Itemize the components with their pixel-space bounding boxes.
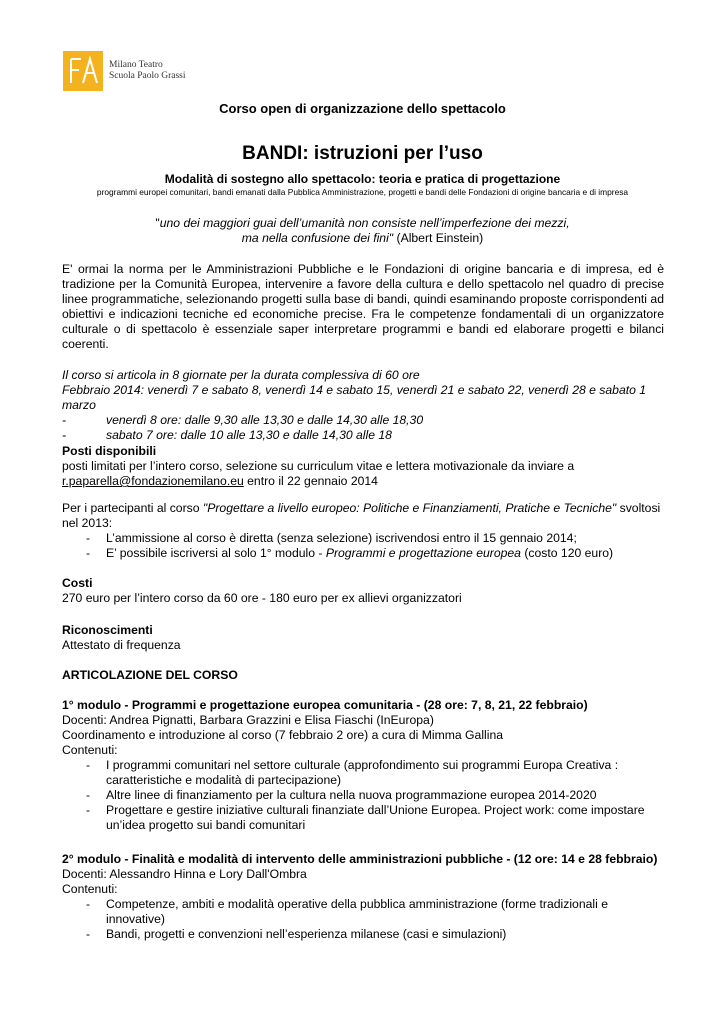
modulo-2-title: 2° modulo - Finalità e modalità di intervento delle amministrazioni pubbliche - (12 ore: 14 e 28 febbraio) xyxy=(62,852,658,866)
posti-deadline: entro il 22 gennaio 2014 xyxy=(243,474,378,488)
logo-mark xyxy=(63,51,103,91)
dash: - xyxy=(86,758,91,772)
list-item: - Progettare e gestire iniziative culturali finanziate dall’Unione Europea. Project work: come impostare un’idea progetto sui bandi comunitari xyxy=(86,803,645,832)
dash: - xyxy=(86,531,91,545)
list-item: - Altre linee di finanziamento per la cultura nella nuova programmazione europea 2014-2020 xyxy=(86,788,597,802)
quote xyxy=(60,216,665,246)
dash: - xyxy=(86,546,91,560)
modulo-1 xyxy=(62,698,664,833)
modulo-1-title: 1° modulo - Programmi e progettazione europea comunitaria - (28 ore: 7, 8, 21, 22 febbraio) xyxy=(62,698,588,712)
schedule-line-1: Il corso si articola in 8 giornate per la durata complessiva di 60 ore xyxy=(62,368,420,382)
list-item: - L’ammissione al corso è diretta (senza selezione) iscrivendosi entro il 15 gennaio 2014; xyxy=(86,531,577,545)
schedule xyxy=(62,368,664,443)
main-title: BANDI: istruzioni per l’uso xyxy=(242,143,483,164)
modulo-2-contenuti: Contenuti: xyxy=(62,882,118,896)
dash: - xyxy=(86,927,91,941)
posti-text: posti limitati per l’intero corso, selezione su curriculum vitae e lettera motivazionale da inviare a xyxy=(62,459,575,473)
logo-text xyxy=(109,60,186,82)
course-name: "Progettare a livello europeo: Politiche e Finanziamenti, Pratiche e Tecniche" xyxy=(202,501,617,515)
schedule-item-1: - venerdì 8 ore: dalle 9,30 alle 13,30 e dalle 14,30 alle 18,30 xyxy=(62,413,424,427)
riconoscimenti-text: Attestato di frequenza xyxy=(62,638,181,652)
course-title: Corso open di organizzazione dello spettacolo xyxy=(219,101,506,116)
modulo-2-docenti: Docenti: Alessandro Hinna e Lory Dall'Ombra xyxy=(62,867,307,881)
intro-paragraph: E' ormai la norma per le Amministrazioni Pubbliche e le Fondazioni di origine bancaria e di impresa, ed è tradizione per la Comunità Europea, intervenire a favore della cultura e dello spettacolo nel quadro di precise linee programmatiche, selezionando progetti sulla base di bandi, quindi esaminando proposte corrispondenti ad obiettivi e indicazioni tecniche ed economiche precise. Fra le competenze fondamentali di un organizzatore culturale o di spettacolo è essenziale saper interpretare programmi e bandi ed elaborare progetti e bilanci coerenti. xyxy=(62,262,664,351)
quote-line-2: ma nella confusione dei fini" xyxy=(241,231,394,245)
costi-section xyxy=(62,576,664,606)
list-item: - Bandi, progetti e convenzioni nell’esperienza milanese (casi e simulazioni) xyxy=(86,927,507,941)
riconoscimenti-heading: Riconoscimenti xyxy=(62,623,153,637)
list-item: - Competenze, ambiti e modalità operative della pubblica amministrazione (forme tradizionali e innovative) xyxy=(86,897,608,926)
logo-fa-icon xyxy=(63,51,103,91)
costi-text: 270 euro per l’intero corso da 60 ore - 180 euro per ex allievi organizzatori xyxy=(62,591,462,605)
quote-author: (Albert Einstein) xyxy=(393,231,484,245)
logo xyxy=(63,51,186,91)
dash: - xyxy=(86,897,91,911)
modulo-1-coordinamento: Coordinamento e introduzione al corso (7 febbraio 2 ore) a cura di Mimma Gallina xyxy=(62,728,503,742)
articolazione-heading: ARTICOLAZIONE DEL CORSO xyxy=(62,668,238,682)
logo-line-2: Scuola Paolo Grassi xyxy=(109,71,186,81)
dash: - xyxy=(62,428,67,442)
modulo-2 xyxy=(62,852,664,942)
email-link[interactable]: r.paparella@fondazionemilano.eu xyxy=(62,474,244,488)
posti-heading: Posti disponibili xyxy=(62,444,157,458)
modulo-1-docenti: Docenti: Andrea Pignatti, Barbara Grazzini e Elisa Fiaschi (InEuropa) xyxy=(62,713,434,727)
dash: - xyxy=(62,413,67,427)
list-item: - I programmi comunitari nel settore culturale (approfondimento sui programmi Europa Creativa : caratteristiche e modalità di partecipazione) xyxy=(86,758,619,787)
dash: - xyxy=(86,803,91,817)
logo-line-1: Milano Teatro xyxy=(109,60,163,70)
posti-section xyxy=(62,444,664,489)
costi-heading: Costi xyxy=(62,576,93,590)
dash: - xyxy=(86,788,91,802)
list-item: - E’ possibile iscriversi al solo 1° modulo - Programmi e progettazione europea (costo 120 euro) xyxy=(86,546,614,560)
quote-line-1: uno dei maggiori guai dell’umanità non consiste nell’imperfezione dei mezzi, xyxy=(159,216,570,230)
partecipanti-section: Per i partecipanti al corso "Progettare a livello europeo: Politiche e Finanziamenti, Pratiche e Tecniche" svoltosi nel 2013: - L’ammissione al corso è diretta (senza selezione) iscrivendosi entro il 15 gennaio 2014; - E’ possibile iscriversi al solo 1° modulo - Programmi e progettazione europea (costo 120 euro) xyxy=(62,501,664,561)
riconoscimenti-section xyxy=(62,623,664,653)
schedule-line-2: Febbraio 2014: venerdì 7 e sabato 8, venerdì 14 e sabato 15, venerdì 21 e sabato 22, venerdì 28 e sabato 1 marzo xyxy=(62,383,647,412)
schedule-item-2: - sabato 7 ore: dalle 10 alle 13,30 e dalle 14,30 alle 18 xyxy=(62,428,392,442)
quote-open-mark: " xyxy=(155,216,160,230)
subnote: programmi europei comunitari, bandi emanati dalla Pubblica Amministrazione, progetti e bandi delle Fondazioni di origine bancaria e di impresa xyxy=(96,187,629,197)
modulo-1-contenuti: Contenuti: xyxy=(62,743,118,757)
subtitle: Modalità di sostegno allo spettacolo: teoria e pratica di progettazione xyxy=(164,172,561,186)
